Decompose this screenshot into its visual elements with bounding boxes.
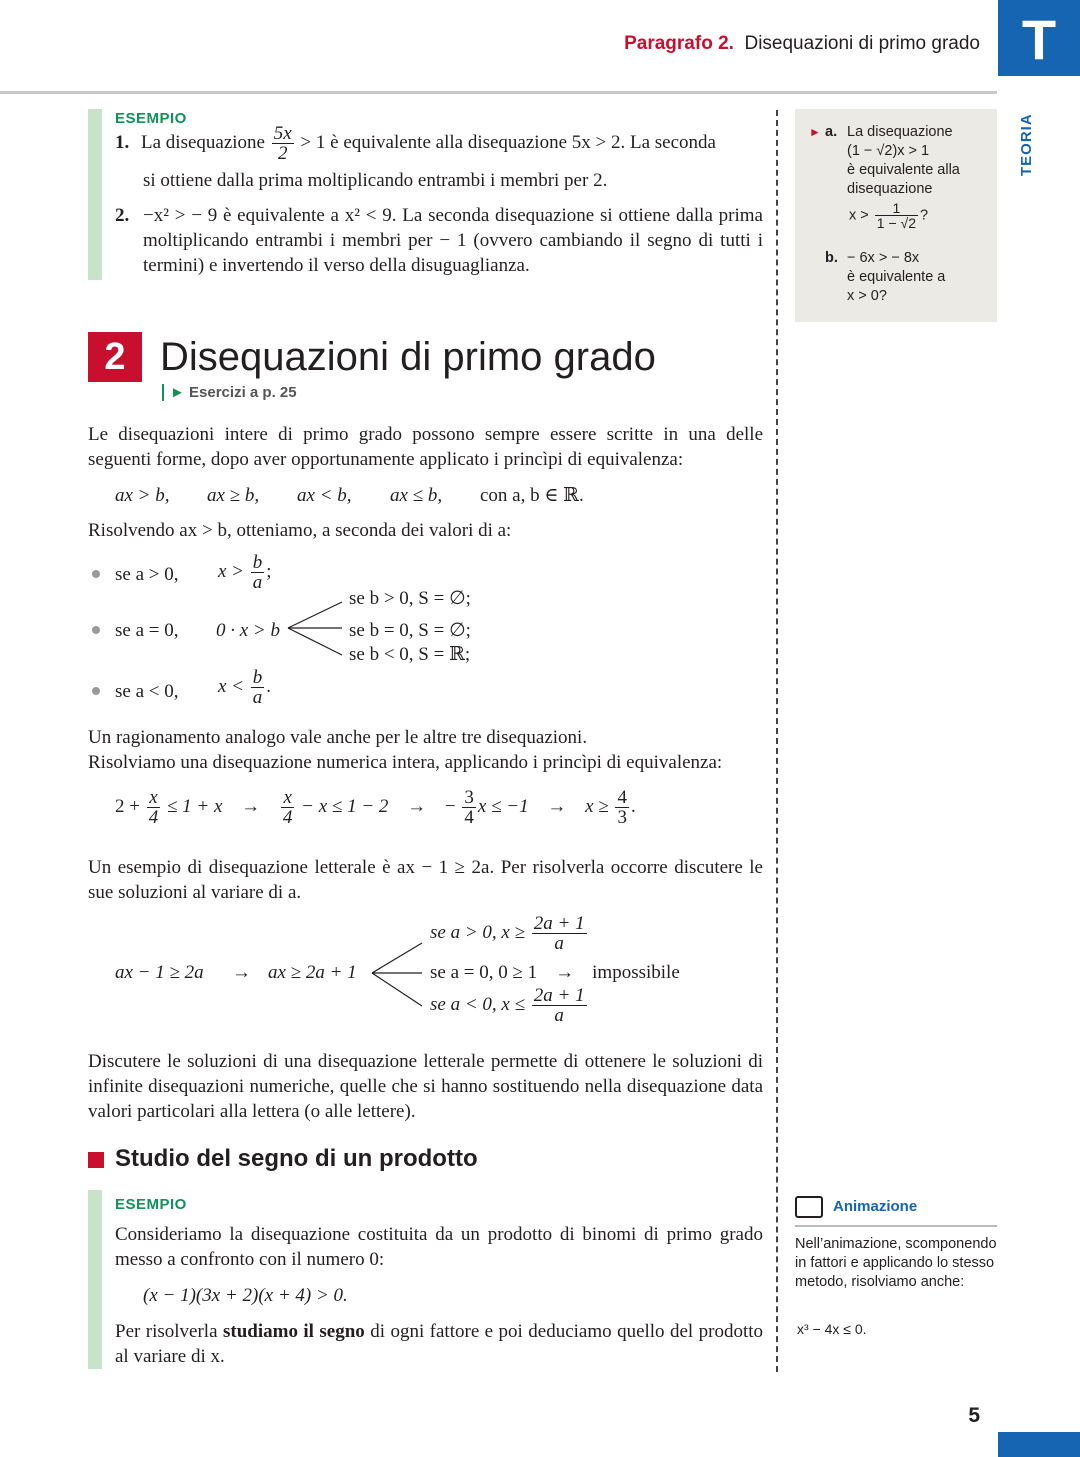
literal-branch-2: se a = 0, 0 ≥ 1 → impossibile [430, 962, 680, 983]
literal-intro: Un esempio di disequazione letterale è ax − 1 ≥ 2a. Per risolverla occorre discutere le sue soluzioni al variare di a. [88, 857, 763, 903]
bullet-icon [92, 687, 100, 695]
play-icon: ► [170, 384, 185, 401]
item-text-pre: La disequazione [141, 131, 265, 153]
animation-icon[interactable] [795, 1196, 823, 1218]
section-title: Disequazioni di primo grado [160, 335, 656, 379]
animation-rule [795, 1225, 997, 1227]
example-bar [88, 1190, 102, 1369]
side-question-b: − 6x > − 8x è equivalente a x > 0? [847, 250, 946, 304]
exercise-reference-link[interactable]: ► Esercizi a p. 25 [162, 384, 297, 401]
resolving-text: Risolvendo ax > b, otteniamo, a seconda dei valori di a: [88, 520, 512, 541]
numeric-solution: 2 + $\frac{x}{4}$ ≤ 1 + x → $\frac{x}{4}$ − x ≤ 1 − 2 → − $\frac{3}{4}$ x ≤ −1 → x ≥ $\frac{4}{3}$ . [115, 787, 636, 828]
case-1-condition: se a > 0, [115, 564, 179, 585]
column-divider [776, 110, 778, 1372]
case-2-expr: 0 · x > b [216, 620, 281, 641]
case-2-condition: se a = 0, [115, 620, 179, 641]
analog-text: Un ragionamento analogo vale anche per le altre tre disequazioni. [88, 727, 588, 748]
literal-arrow: → [232, 962, 251, 983]
subsection-title: Studio del segno di un prodotto [115, 1145, 478, 1172]
example-paragraph-2: Per risolverla studiamo il segno di ogni fattore e poi deduciamo quello del prodotto al variare di x. [115, 1321, 764, 1367]
numeric-intro: Risolviamo una disequazione numerica intera, applicando i princìpi di equivalenza: [88, 752, 723, 773]
example-item-1 [115, 124, 765, 163]
paragraph-title: Disequazioni di primo grado [744, 33, 980, 54]
header-rule [0, 91, 997, 94]
literal-branch-3: se a < 0, x ≤ $\frac{2a + 1}{a}$ [430, 985, 585, 1026]
branch-lines [370, 940, 426, 1010]
fraction-5x-2: $\frac{5x}{2}$ [273, 123, 292, 164]
paragraph-label: Paragrafo 2. [624, 33, 734, 54]
bullet-icon [92, 626, 100, 634]
product-formula: (x − 1)(3x + 2)(x + 4) > 0. [143, 1285, 348, 1306]
example-item-2 [115, 203, 763, 278]
animation-formula: x³ − 4x ≤ 0. [797, 1321, 867, 1337]
subsection-marker [88, 1152, 104, 1168]
animation-link[interactable]: Animazione [833, 1198, 918, 1215]
item-number: 2. [115, 205, 130, 226]
example-paragraph-1: Consideriamo la disequazione costituita da un prodotto di binomi di primo grado messo a confronto con il numero 0: [115, 1224, 763, 1270]
case-3-condition: se a < 0, [115, 681, 179, 702]
animation-text: Nell’animazione, scomponendo in fattori e applicando lo stesso metodo, risolviamo anche: [795, 1236, 997, 1290]
example-label: ESEMPIO [115, 1196, 187, 1213]
side-question-a: La disequazione (1 − √2)x > 1 è equivalente alla disequazione x > $\frac{1}{1 - √2}$ ? [847, 124, 960, 231]
literal-left: ax − 1 ≥ 2a [115, 962, 204, 983]
section-number: 2 [88, 332, 142, 382]
literal-mid: ax ≥ 2a + 1 [268, 962, 357, 983]
bullet-icon [92, 570, 100, 578]
case-2-branch-2: se b = 0, S = ∅; [349, 620, 471, 641]
footer-tab [998, 1432, 1080, 1457]
case-1-result: x > $\frac{b}{a}$ ; [218, 552, 272, 593]
example-label: ESEMPIO [115, 110, 187, 127]
literal-branch-1: se a > 0, x ≥ $\frac{2a + 1}{a}$ [430, 913, 585, 954]
item-text: −x² > − 9 è equivalente a x² < 9. La seconda disequazione si ottiene dalla prima moltiplicando entrambi i membri per − 1 (ovvero cambiando il segno di tutti i termini) e invertendo il verso della disuguaglianza. [143, 205, 763, 276]
item-number: 1. [115, 131, 130, 153]
page-number: 5 [968, 1404, 980, 1427]
example-bar [88, 109, 102, 280]
example-item-1-line2: si ottiene dalla prima moltiplicando entrambi i membri per 2. [143, 170, 608, 191]
case-2-branch-1: se b > 0, S = ∅; [349, 588, 471, 609]
branch-lines [286, 600, 346, 660]
teoria-side-label: TEORIA [1018, 113, 1035, 177]
side-a-label: a. [825, 124, 838, 140]
case-3-result: x < $\frac{b}{a}$ . [218, 667, 272, 708]
item-text-post: > 1 è equivalente alla disequazione 5x > 2. La seconda [300, 131, 716, 153]
inequality-forms: ax > b, ax ≥ b, ax < b, ax ≤ b, con a, b ∈ ℝ. [115, 485, 584, 506]
side-b-label: b. [825, 250, 838, 266]
case-2-branch-3: se b < 0, S = ℝ; [349, 644, 471, 665]
side-arrow: ► [809, 125, 821, 139]
theory-tab: T [998, 0, 1080, 76]
discussion-text: Discutere le soluzioni di una disequazione letterale permette di ottenere le soluzioni di infinite disequazioni numeriche, quelle che si hanno sostituendo nella disequazione data valori particolari alla lettera (o alle lettere). [88, 1051, 763, 1122]
section-intro: Le disequazioni intere di primo grado possono sempre essere scritte in una delle seguenti forme, dopo aver opportunamente applicato i princìpi di equivalenza: [88, 424, 763, 470]
running-header [624, 33, 980, 55]
